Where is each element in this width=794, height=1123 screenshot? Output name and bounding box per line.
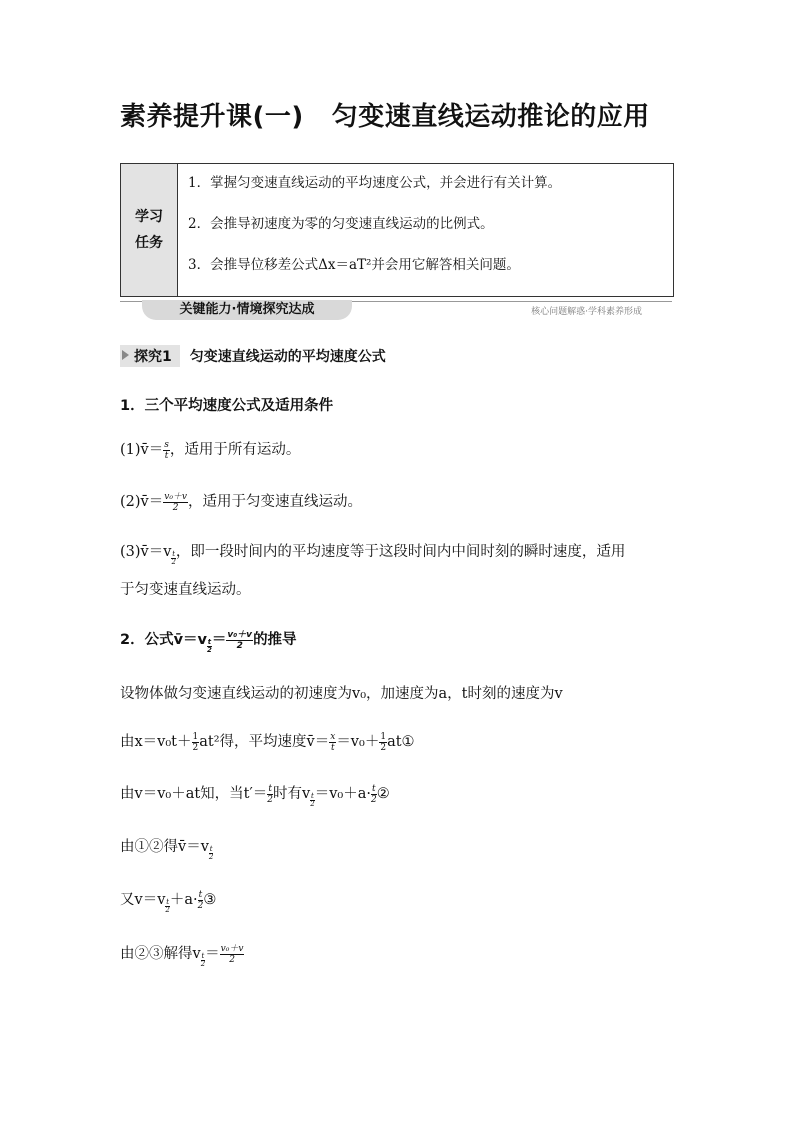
task-label	[121, 164, 178, 296]
title-part2: 匀变速直线运动推论的应用	[331, 102, 650, 132]
subfrac-den: 2	[200, 960, 206, 968]
f2-fraction	[163, 492, 188, 513]
subfrac-den: 2	[310, 800, 315, 808]
half-den: 2	[380, 742, 387, 753]
h2-eq: ＝	[211, 632, 227, 648]
banner-right-text: 核心问题解惑·学科素养形成	[531, 307, 642, 317]
formula-3-cont: 于匀变速直线运动。	[120, 582, 251, 598]
p5-c: ③	[203, 892, 217, 908]
f1-fraction	[163, 440, 170, 461]
subfrac-num: t	[166, 898, 170, 906]
p3-c: ＝v₀＋a·	[314, 786, 371, 802]
h2-fraction	[226, 630, 253, 651]
p2-b: at²得，平均速度v̄＝	[199, 734, 330, 750]
h2-den: 2	[236, 640, 243, 651]
section-tag: 探究1	[120, 345, 180, 367]
page-title	[120, 96, 680, 133]
task-item: 3．会推导位移差公式Δx＝aT²并会用它解答相关问题。	[188, 257, 520, 273]
f3-prefix: (3)v̄＝v	[120, 544, 172, 560]
f1-den: t	[164, 450, 169, 461]
p4-a: 由①②得v̄＝v	[120, 839, 209, 855]
derivation-5	[120, 942, 244, 968]
two-den: 2	[197, 900, 204, 911]
task-items	[178, 164, 673, 296]
formula-3	[120, 540, 625, 566]
heading-1: 1．三个平均速度公式及适用条件	[120, 398, 334, 414]
p5-b: ＋a·	[169, 892, 198, 908]
subfrac-num: t	[209, 845, 213, 853]
two-den: 2	[370, 794, 377, 805]
final-den: 2	[229, 954, 235, 965]
f2-num: v₀＋v	[164, 491, 188, 502]
task-item: 1．掌握匀变速直线运动的平均速度公式，并会进行有关计算。	[188, 175, 562, 191]
subfrac-num: t	[311, 792, 314, 800]
final-fraction	[220, 944, 245, 965]
f1-num: s	[164, 439, 169, 450]
derivation-3	[120, 835, 213, 861]
t-den: t	[330, 742, 335, 753]
formula-1	[120, 438, 300, 461]
subfrac-den: 2	[207, 646, 212, 654]
f1-suffix: ，适用于所有运动。	[169, 442, 301, 458]
v-subfrac	[209, 846, 213, 861]
f3-suffix: ，即一段时间内的平均速度等于这段时间内中间时刻的瞬时速度，适用	[175, 544, 626, 560]
f2-den: 2	[172, 502, 179, 513]
learning-task-box	[120, 163, 674, 297]
p6-b: ＝	[205, 946, 220, 962]
subfrac-den: 2	[171, 558, 176, 566]
h2-prefix: 2．公式v̄＝v	[120, 632, 207, 648]
task-item: 2．会推导初速度为零的匀变速直线运动的比例式。	[188, 216, 494, 232]
p5-a: 又v＝v	[120, 892, 166, 908]
banner-tab: 关键能力·情境探究达成	[142, 300, 352, 320]
p2-c: ＝v₀＋	[336, 734, 380, 750]
half-fraction	[379, 732, 387, 753]
section-heading	[120, 345, 386, 367]
task-label-line1: 学习	[135, 209, 163, 225]
final-num: v₀＋v	[220, 943, 244, 954]
two-den: 2	[267, 794, 274, 805]
subfrac-den: 2	[165, 906, 170, 914]
p3-b: 时有v	[273, 786, 311, 802]
derivation-4	[120, 888, 216, 914]
p2-a: 由x＝v₀t＋	[120, 734, 192, 750]
h2-suffix: 的推导	[253, 632, 297, 648]
p2-d: at①	[387, 734, 415, 750]
p6-a: 由②③解得v	[120, 946, 201, 962]
f2-suffix: ，适用于匀变速直线运动。	[188, 494, 363, 510]
f1-prefix: (1)v̄＝	[120, 442, 164, 458]
subfrac-num: t	[172, 550, 176, 558]
heading-2	[120, 628, 297, 654]
t-num: t	[198, 889, 203, 900]
f2-prefix: (2)v̄＝	[120, 494, 164, 510]
task-label-line2: 任务	[135, 235, 163, 251]
subfrac-den: 2	[208, 853, 214, 861]
derivation-1	[120, 730, 415, 753]
h2-num: v₀＋v	[227, 629, 253, 640]
x-num: x	[330, 731, 336, 742]
section-banner	[120, 299, 672, 321]
paragraph-1: 设物体做匀变速直线运动的初速度为v₀，加速度为a，t时刻的速度为v	[120, 686, 563, 702]
p3-a: 由v＝v₀＋at知，当t′＝	[120, 786, 268, 802]
subfrac-num: t	[207, 638, 212, 646]
half-num: 1	[380, 731, 387, 742]
t-num: t	[372, 783, 376, 794]
t-num: t	[268, 783, 272, 794]
derivation-2	[120, 782, 390, 808]
half-num: 1	[192, 731, 199, 742]
title-part1: 素养提升课(一)	[120, 102, 304, 132]
section-title: 匀变速直线运动的平均速度公式	[189, 349, 386, 365]
p3-d: ②	[376, 786, 390, 802]
half-den: 2	[192, 742, 199, 753]
formula-2	[120, 490, 362, 513]
subfrac-num: t	[201, 952, 205, 960]
